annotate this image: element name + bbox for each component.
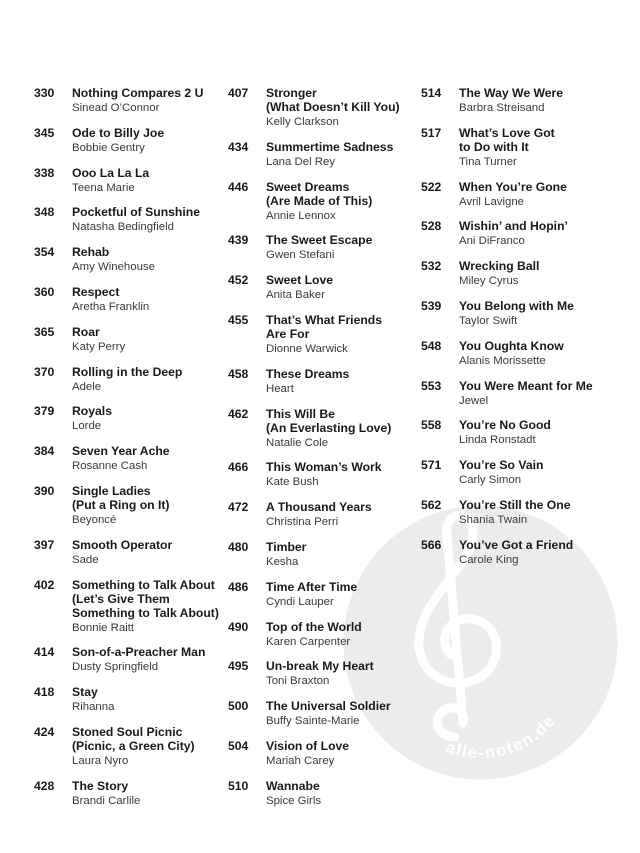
song-entry — [421, 538, 617, 568]
song-title: Single Ladies — [72, 483, 151, 498]
artist-name: Kelly Clarkson — [266, 116, 339, 128]
song-entry — [421, 126, 617, 170]
song-info — [459, 418, 617, 448]
song-title: Stoned Soul Picnic — [72, 724, 183, 739]
song-info — [72, 285, 230, 315]
artist-name: Sinead O’Connor — [72, 102, 160, 114]
song-title: You Were Meant for Me — [459, 378, 593, 393]
song-title: (What Doesn’t Kill You) — [266, 100, 400, 114]
song-title: Nothing Compares 2 U — [72, 86, 204, 100]
song-info — [72, 578, 230, 636]
page-number: 495 — [228, 659, 249, 674]
artist-name: Teena Marie — [72, 181, 135, 194]
song-info — [459, 538, 617, 568]
song-entry — [421, 339, 617, 369]
artist-name: Natalie Cole — [266, 436, 329, 449]
song-title: (An Everlasting Love) — [266, 420, 392, 435]
page-number: 532 — [421, 259, 442, 274]
song-title: to Do with It — [459, 139, 529, 154]
song-entry — [228, 233, 424, 263]
song-info — [72, 538, 230, 568]
song-title: Timber — [266, 539, 307, 554]
song-title: Stay — [72, 685, 98, 700]
song-info — [266, 779, 424, 809]
artist-name: Lana Del Rey — [266, 155, 336, 168]
page-number: 390 — [34, 483, 55, 498]
song-entry — [34, 685, 230, 715]
song-info — [72, 126, 230, 156]
page-number: 548 — [421, 338, 442, 353]
page-number: 452 — [228, 273, 249, 288]
song-info — [72, 166, 230, 196]
artist-name: Ani DiFranco — [459, 235, 525, 248]
song-info — [266, 313, 424, 357]
song-entry — [34, 86, 230, 116]
song-entry — [421, 299, 617, 329]
page-number: 402 — [34, 577, 55, 592]
song-entry — [421, 418, 617, 448]
song-entry — [421, 498, 617, 528]
song-info — [266, 460, 424, 490]
song-title: Ode to Billy Joe — [72, 125, 165, 140]
song-entry — [34, 725, 230, 769]
page-number: 370 — [34, 364, 55, 379]
song-title: Smooth Operator — [72, 537, 173, 552]
artist-name: Taylor Swift — [459, 314, 518, 327]
song-entry — [34, 245, 230, 275]
index-column-3 — [421, 86, 617, 578]
song-entry — [34, 779, 230, 809]
artist-name: Amy Winehouse — [72, 261, 155, 274]
song-title: The Sweet Escape — [266, 233, 373, 248]
page-number: 338 — [34, 165, 55, 180]
song-info — [459, 259, 617, 289]
song-entry — [228, 500, 424, 530]
artist-name: Dionne Warwick — [266, 342, 348, 355]
song-title: This Woman’s Work — [266, 460, 382, 475]
artist-name: Anita Baker — [266, 289, 325, 302]
artist-name: Lorde — [72, 420, 102, 433]
song-entry — [228, 779, 424, 809]
artist-name: Shania Twain — [459, 513, 528, 526]
song-entry — [228, 540, 424, 570]
song-title: Something to Talk About) — [72, 605, 219, 620]
page-number: 517 — [421, 125, 442, 140]
song-info — [72, 484, 230, 528]
song-title: That’s What Friends — [266, 312, 383, 327]
artist-name: Cyndi Lauper — [266, 595, 334, 608]
song-title: Roar — [72, 324, 100, 339]
artist-name: Spice Girls — [266, 794, 322, 807]
song-info — [72, 444, 230, 474]
artist-name: Dusty Springfield — [72, 661, 159, 674]
page-number: 490 — [228, 619, 249, 634]
song-info — [266, 140, 424, 170]
page-number: 345 — [34, 125, 55, 140]
song-title: Rehab — [72, 245, 110, 260]
page-number: 472 — [228, 500, 249, 515]
song-title: Something to Talk About — [72, 577, 215, 592]
song-info — [459, 126, 617, 170]
page-number: 348 — [34, 205, 55, 220]
song-title: These Dreams — [266, 366, 350, 381]
song-info — [72, 325, 230, 355]
song-title: A Thousand Years — [266, 500, 372, 515]
song-entry — [228, 620, 424, 650]
song-info — [266, 739, 424, 769]
page-number: 558 — [421, 418, 442, 433]
page-number: 480 — [228, 539, 249, 554]
index-column-1 — [34, 86, 230, 819]
song-info — [459, 299, 617, 329]
page-number: 407 — [228, 86, 249, 100]
song-info — [72, 245, 230, 275]
song-title: Royals — [72, 404, 112, 419]
artist-name: Carly Simon — [459, 474, 522, 487]
song-info — [72, 645, 230, 675]
song-info — [72, 685, 230, 715]
song-title: When You’re Gone — [459, 179, 567, 194]
page-number: 365 — [34, 324, 55, 339]
song-entry — [34, 484, 230, 528]
song-info — [459, 498, 617, 528]
artist-name: Avril Lavigne — [459, 195, 525, 208]
song-entry — [421, 259, 617, 289]
song-entry — [34, 365, 230, 395]
song-info — [266, 367, 424, 397]
page-number: 504 — [228, 738, 249, 753]
page-number: 414 — [34, 645, 55, 660]
song-entry — [228, 739, 424, 769]
artist-name: Mariah Carey — [266, 754, 335, 767]
artist-name: Rosanne Cash — [72, 460, 148, 473]
song-info — [459, 86, 617, 116]
page-number: 434 — [228, 139, 249, 154]
artist-name: Carole King — [459, 553, 519, 566]
page-number: 418 — [34, 685, 55, 700]
song-entry — [34, 126, 230, 156]
song-info — [459, 458, 617, 488]
artist-name: Annie Lennox — [266, 209, 336, 222]
artist-name: Bobbie Gentry — [72, 141, 145, 154]
page-number: 553 — [421, 378, 442, 393]
song-entry — [228, 180, 424, 224]
song-info — [266, 407, 424, 451]
page-number: 466 — [228, 460, 249, 475]
song-title: Respect — [72, 284, 120, 299]
song-entry — [228, 407, 424, 451]
song-entry — [228, 86, 424, 130]
song-title: Vision of Love — [266, 738, 350, 753]
page-number: 446 — [228, 179, 249, 194]
song-info — [72, 725, 230, 769]
song-entry — [228, 580, 424, 610]
page-number: 360 — [34, 284, 55, 299]
song-info — [266, 580, 424, 610]
song-title: Top of the World — [266, 619, 362, 634]
song-title: Are For — [266, 326, 310, 341]
song-entry — [34, 285, 230, 315]
page-number: 510 — [228, 778, 249, 793]
song-title: (Are Made of This) — [266, 193, 373, 208]
song-info — [266, 699, 424, 729]
song-info — [266, 620, 424, 650]
artist-name: Barbra Streisand — [459, 102, 545, 114]
index-column-2 — [228, 86, 424, 819]
song-info — [266, 273, 424, 303]
song-title: The Universal Soldier — [266, 699, 391, 714]
artist-name: Jewel — [459, 394, 489, 407]
song-title: What’s Love Got — [459, 125, 555, 140]
song-title: Wishin’ and Hopin’ — [459, 219, 568, 234]
artist-name: Gwen Stefani — [266, 249, 335, 262]
song-entry — [421, 180, 617, 210]
song-entry — [228, 367, 424, 397]
artist-name: Christina Perri — [266, 516, 339, 529]
song-entry — [34, 325, 230, 355]
watermark-text: alle-noten.de — [443, 710, 560, 763]
artist-name: Laura Nyro — [72, 754, 129, 767]
song-title: The Way We Were — [459, 86, 564, 100]
song-title: You Belong with Me — [459, 298, 574, 313]
page-number: 500 — [228, 699, 249, 714]
artist-name: Natasha Bedingfield — [72, 221, 174, 234]
page-number: 439 — [228, 233, 249, 248]
page-number: 384 — [34, 444, 55, 459]
page-number: 379 — [34, 404, 55, 419]
song-entry — [34, 404, 230, 434]
song-info — [459, 219, 617, 249]
song-entry — [421, 379, 617, 409]
song-title: Un-break My Heart — [266, 659, 374, 674]
song-entry — [421, 219, 617, 249]
page-number: 514 — [421, 86, 442, 100]
artist-name: Tina Turner — [459, 155, 517, 168]
artist-name: Alanis Morissette — [459, 354, 546, 367]
page-number: 428 — [34, 778, 55, 793]
song-info — [459, 180, 617, 210]
artist-name: Linda Ronstadt — [459, 434, 536, 447]
song-title: The Story — [72, 778, 129, 793]
song-info — [72, 365, 230, 395]
song-title: Ooo La La La — [72, 165, 150, 180]
song-entry — [228, 659, 424, 689]
page-number: 486 — [228, 579, 249, 594]
song-info — [72, 779, 230, 809]
artist-name: Miley Cyrus — [459, 275, 519, 288]
page-number: 522 — [421, 179, 442, 194]
song-title: Wannabe — [266, 778, 320, 793]
song-entry — [421, 458, 617, 488]
song-title: Sweet Love — [266, 273, 334, 288]
song-entry — [228, 460, 424, 490]
song-entry — [34, 205, 230, 235]
page-number: 528 — [421, 219, 442, 234]
page-number: 397 — [34, 537, 55, 552]
page-number: 562 — [421, 497, 442, 512]
song-entry — [34, 578, 230, 636]
song-entry — [228, 273, 424, 303]
song-entry — [228, 699, 424, 729]
page-number: 566 — [421, 537, 442, 552]
song-title: Sweet Dreams — [266, 179, 350, 194]
artist-name: Brandi Carlile — [72, 794, 141, 807]
song-title: (Picnic, a Green City) — [72, 738, 195, 753]
song-info — [266, 180, 424, 224]
artist-name: Katy Perry — [72, 340, 126, 353]
song-info — [72, 205, 230, 235]
page-number: 458 — [228, 366, 249, 381]
song-title: Summertime Sadness — [266, 139, 394, 154]
song-title: Wrecking Ball — [459, 259, 540, 274]
artist-name: Bonnie Raitt — [72, 621, 135, 634]
song-info — [266, 500, 424, 530]
song-title: Time After Time — [266, 579, 358, 594]
page-number: 424 — [34, 724, 55, 739]
artist-name: Adele — [72, 380, 102, 393]
song-title: This Will Be — [266, 406, 335, 421]
page-number: 462 — [228, 406, 249, 421]
song-title: You’re Still the One — [459, 497, 571, 512]
song-info — [72, 86, 230, 116]
song-title: (Let’s Give Them — [72, 591, 170, 606]
song-entry — [34, 645, 230, 675]
artist-name: Rihanna — [72, 701, 115, 714]
song-title: Son-of-a-Preacher Man — [72, 645, 206, 660]
song-info — [266, 233, 424, 263]
song-title: You’ve Got a Friend — [459, 537, 574, 552]
artist-name: Aretha Franklin — [72, 300, 150, 313]
artist-name: Kesha — [266, 555, 299, 568]
artist-name: Kate Bush — [266, 476, 319, 489]
song-info — [459, 379, 617, 409]
artist-name: Buffy Sainte-Marie — [266, 715, 360, 728]
song-title: You’re So Vain — [459, 458, 544, 473]
song-title: Pocketful of Sunshine — [72, 205, 200, 220]
song-title: Rolling in the Deep — [72, 364, 183, 379]
page-number: 354 — [34, 245, 55, 260]
song-entry — [421, 86, 617, 116]
song-info — [266, 659, 424, 689]
page-number: 571 — [421, 458, 442, 473]
song-info — [72, 404, 230, 434]
song-title: Stronger — [266, 86, 317, 100]
artist-name: Sade — [72, 553, 99, 566]
song-entry — [228, 140, 424, 170]
artist-name: Heart — [266, 382, 294, 395]
artist-name: Beyoncé — [72, 513, 117, 526]
song-info — [266, 86, 424, 130]
artist-name: Toni Braxton — [266, 675, 330, 688]
artist-name: Karen Carpenter — [266, 635, 351, 648]
page-number: 455 — [228, 312, 249, 327]
song-info — [266, 540, 424, 570]
song-title: You Oughta Know — [459, 338, 564, 353]
song-title: (Put a Ring on It) — [72, 497, 170, 512]
song-title: Seven Year Ache — [72, 444, 170, 459]
song-info — [459, 339, 617, 369]
song-entry — [34, 538, 230, 568]
page-number: 330 — [34, 86, 55, 100]
song-entry — [228, 313, 424, 357]
page-number: 539 — [421, 298, 442, 313]
song-entry — [34, 444, 230, 474]
song-title: You’re No Good — [459, 418, 551, 433]
song-entry — [34, 166, 230, 196]
